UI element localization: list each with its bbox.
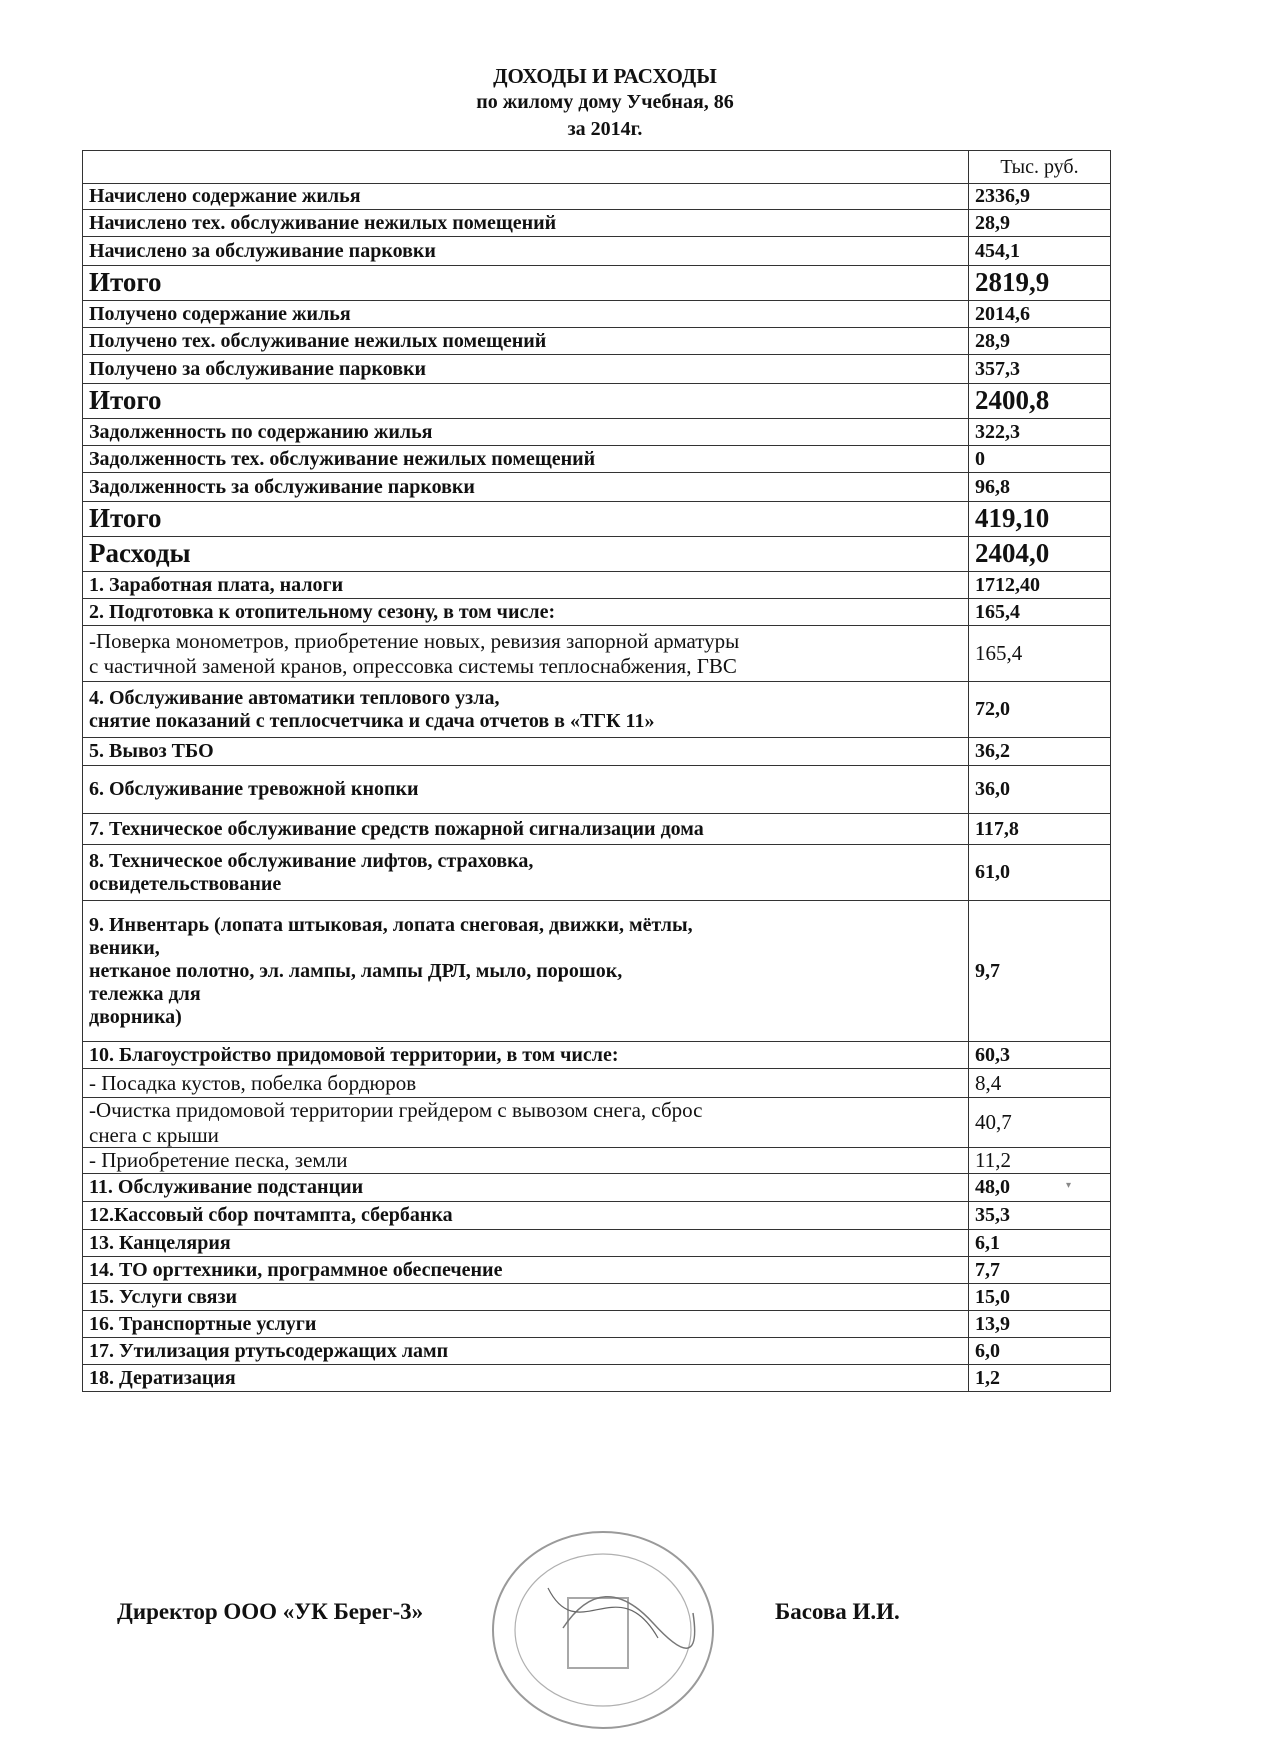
row-label: 13. Канцелярия	[83, 1230, 969, 1257]
row-value: 35,3	[969, 1202, 1111, 1230]
row-label: Получено содержание жилья	[83, 301, 969, 328]
table-row	[83, 766, 1111, 814]
table-row	[83, 1365, 1111, 1392]
table-row	[83, 473, 1111, 502]
table-row	[83, 682, 1111, 738]
table-row	[83, 184, 1111, 210]
row-value: 15,0	[969, 1284, 1111, 1311]
header-label-cell	[83, 151, 969, 184]
row-label: 14. ТО оргтехники, программное обеспечение	[83, 1257, 969, 1284]
row-value: 40,7	[969, 1098, 1111, 1148]
row-label: 7. Техническое обслуживание средств пожарной сигнализации дома	[83, 814, 969, 845]
table-row	[83, 1042, 1111, 1069]
table-row	[83, 384, 1111, 419]
signer-name: Басова И.И.	[775, 1599, 900, 1624]
table-row	[83, 599, 1111, 626]
row-value: 0	[969, 446, 1111, 473]
row-value: 72,0	[969, 682, 1111, 738]
income-expense-table	[82, 150, 1111, 1392]
director-title: Директор ООО «УК Берег-3»	[117, 1599, 424, 1624]
row-value: 357,3	[969, 355, 1111, 384]
table-row	[83, 626, 1111, 682]
document-period: за 2014г.	[567, 118, 643, 140]
table-row	[83, 210, 1111, 237]
row-value: 117,8	[969, 814, 1111, 845]
row-label: Получено за обслуживание парковки	[83, 355, 969, 384]
table-row	[83, 1174, 1111, 1202]
unit-header: Тыс. руб.	[969, 151, 1111, 184]
row-value: 9,7	[969, 901, 1111, 1042]
row-label: 1. Заработная плата, налоги	[83, 572, 969, 599]
table-row	[83, 446, 1111, 473]
row-label: -Очистка придомовой территории грейдером с вывозом снега, сброс снега с крыши	[83, 1098, 969, 1148]
table-row	[83, 1338, 1111, 1365]
row-label: Задолженность тех. обслуживание нежилых помещений	[83, 446, 969, 473]
row-label: 4. Обслуживание автоматики теплового узла, снятие показаний с теплосчетчика и сдача отчетов в «ТГК 11»	[83, 682, 969, 738]
row-label: 8. Техническое обслуживание лифтов, страховка, освидетельствование	[83, 845, 969, 901]
row-label: 18. Дератизация	[83, 1365, 969, 1392]
table-row	[83, 1311, 1111, 1338]
table-row	[83, 355, 1111, 384]
table-header-row	[83, 151, 1111, 184]
row-label: Итого	[83, 502, 969, 537]
table-body	[83, 151, 1111, 1392]
table-row	[83, 1230, 1111, 1257]
row-label: Начислено содержание жилья	[83, 184, 969, 210]
row-label: Начислено тех. обслуживание нежилых помещений	[83, 210, 969, 237]
table-row	[83, 419, 1111, 446]
row-label: 17. Утилизация ртутьсодержащих ламп	[83, 1338, 969, 1365]
scan-speck: ▾	[1066, 1180, 1072, 1191]
row-value: 7,7	[969, 1257, 1111, 1284]
table-row	[83, 1257, 1111, 1284]
table-row	[83, 572, 1111, 599]
row-value: 61,0	[969, 845, 1111, 901]
row-value: 165,4	[969, 626, 1111, 682]
table-row	[83, 1202, 1111, 1230]
row-value: 1,2	[969, 1365, 1111, 1392]
row-value: 2336,9	[969, 184, 1111, 210]
row-label: Итого	[83, 384, 969, 419]
table-row	[83, 845, 1111, 901]
row-label: 5. Вывоз ТБО	[83, 738, 969, 766]
row-value: 6,1	[969, 1230, 1111, 1257]
row-value: 36,2	[969, 738, 1111, 766]
row-value: 11,2	[969, 1148, 1111, 1174]
row-label: - Приобретение песка, земли	[83, 1148, 969, 1174]
row-value: 454,1	[969, 237, 1111, 266]
row-label: 12.Кассовый сбор почтампта, сбербанка	[83, 1202, 969, 1230]
row-label: Расходы	[83, 537, 969, 572]
table-row	[83, 901, 1111, 1042]
table-row	[83, 502, 1111, 537]
table-row	[83, 328, 1111, 355]
row-label: 11. Обслуживание подстанции	[83, 1174, 969, 1202]
table-row	[83, 266, 1111, 301]
table-row	[83, 1148, 1111, 1174]
row-label: 6. Обслуживание тревожной кнопки	[83, 766, 969, 814]
row-value: 28,9	[969, 328, 1111, 355]
row-value: 419,10	[969, 502, 1111, 537]
company-stamp	[488, 1528, 718, 1733]
row-label: 15. Услуги связи	[83, 1284, 969, 1311]
table-row	[83, 1098, 1111, 1148]
row-label: -Поверка монометров, приобретение новых, ревизия запорной арматуры с частичной заменой кранов, опрессовка системы теплоснабжения, ГВС	[83, 626, 969, 682]
table-row	[83, 537, 1111, 572]
row-value: 2404,0	[969, 537, 1111, 572]
table-row	[83, 1284, 1111, 1311]
row-label: Итого	[83, 266, 969, 301]
table-row	[83, 237, 1111, 266]
row-label: - Посадка кустов, побелка бордюров	[83, 1069, 969, 1098]
row-value: 322,3	[969, 419, 1111, 446]
table-row	[83, 1069, 1111, 1098]
table-row	[83, 814, 1111, 845]
row-label: 10. Благоустройство придомовой территории, в том числе:	[83, 1042, 969, 1069]
row-value: 96,8	[969, 473, 1111, 502]
row-value: 36,0	[969, 766, 1111, 814]
table-row	[83, 301, 1111, 328]
row-value: 2014,6	[969, 301, 1111, 328]
row-value: 60,3	[969, 1042, 1111, 1069]
row-label: 9. Инвентарь (лопата штыковая, лопата снеговая, движки, мётлы, веники, нетканое полотно, эл. лампы, лампы ДРЛ, мыло, порошок, тележка для дворника)	[83, 901, 969, 1042]
row-label: 16. Транспортные услуги	[83, 1311, 969, 1338]
row-label: Задолженность по содержанию жилья	[83, 419, 969, 446]
row-label: Задолженность за обслуживание парковки	[83, 473, 969, 502]
row-value: 8,4	[969, 1069, 1111, 1098]
row-label: 2. Подготовка к отопительному сезону, в том числе:	[83, 599, 969, 626]
row-value: 1712,40	[969, 572, 1111, 599]
row-value: 48,0	[969, 1174, 1111, 1202]
row-value: 6,0	[969, 1338, 1111, 1365]
row-value: 165,4	[969, 599, 1111, 626]
table-row	[83, 738, 1111, 766]
document-title: ДОХОДЫ И РАСХОДЫ	[493, 64, 717, 88]
row-label: Начислено за обслуживание парковки	[83, 237, 969, 266]
row-value: 28,9	[969, 210, 1111, 237]
row-value: 13,9	[969, 1311, 1111, 1338]
document-subtitle: по жилому дому Учебная, 86	[476, 91, 734, 113]
row-label: Получено тех. обслуживание нежилых помещений	[83, 328, 969, 355]
row-value: 2400,8	[969, 384, 1111, 419]
row-value: 2819,9	[969, 266, 1111, 301]
